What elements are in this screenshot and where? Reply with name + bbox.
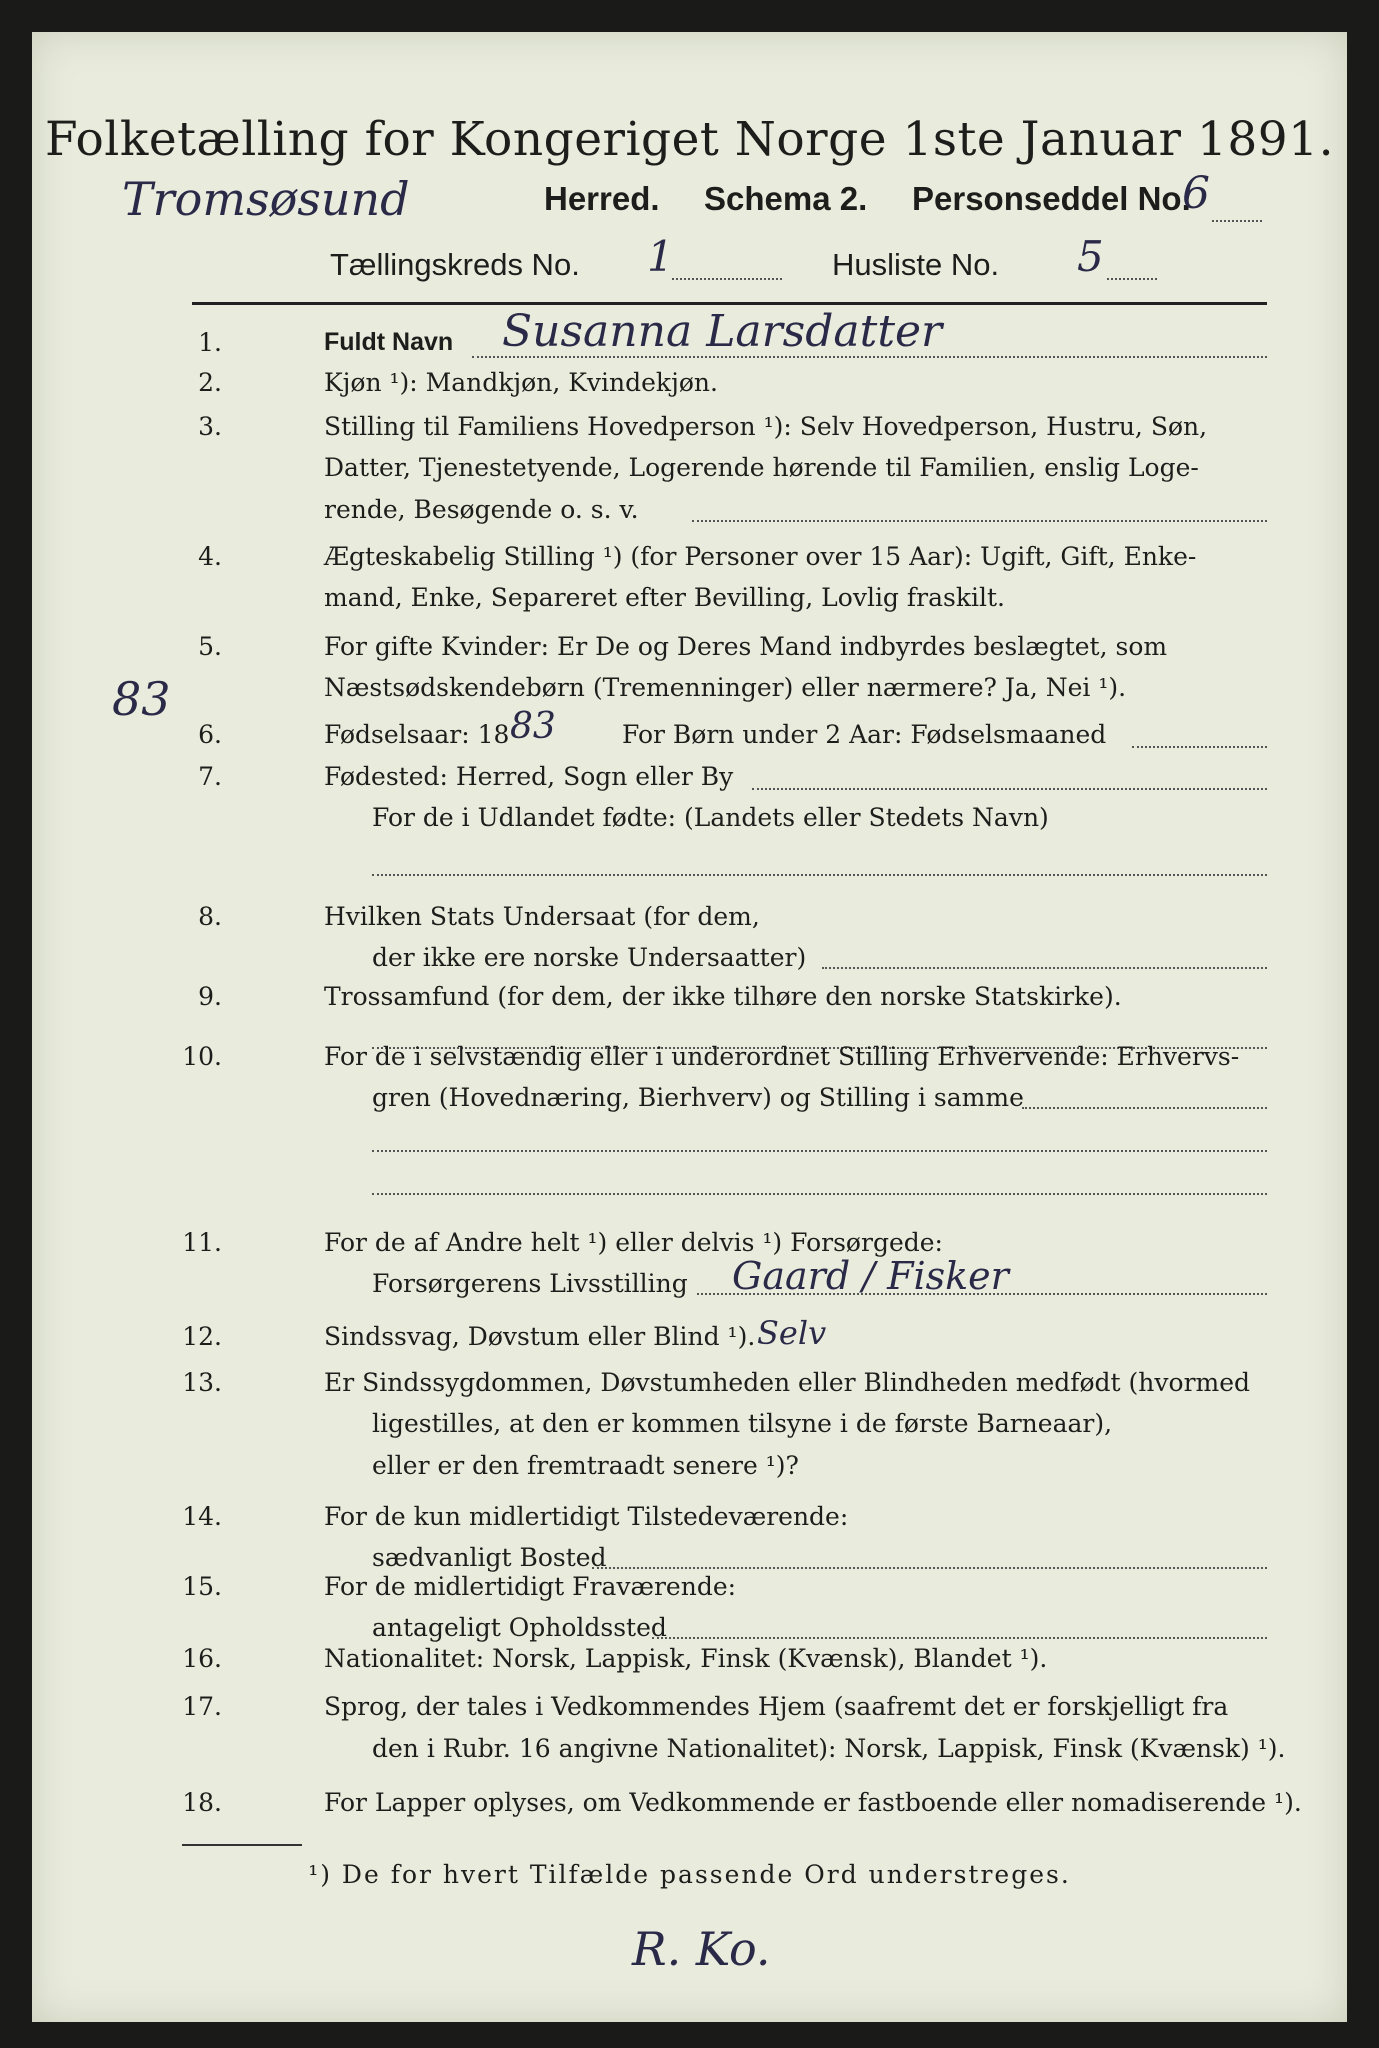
field-text: antageligt Opholdssted <box>372 1613 667 1642</box>
field-number: 6. <box>198 720 222 749</box>
field-text: Hvilken Stats Undersaat (for dem, <box>324 902 760 931</box>
field-number: 12. <box>182 1322 222 1351</box>
kreds-label: Tællingskreds No. <box>330 247 580 282</box>
field-text: Datter, Tjenestetyende, Logerende hørende til Familien, enslig Loge- <box>324 453 1199 482</box>
field-number: 16. <box>182 1644 222 1673</box>
field-number: 1. <box>198 328 222 357</box>
field-number: 18. <box>182 1788 222 1817</box>
form-title: Folketælling for Kongeriget Norge 1ste Januar 1891. <box>44 112 1335 167</box>
field-text: For de i Udlandet fødte: (Landets eller Stedets Navn) <box>372 803 1049 832</box>
field-number: 9. <box>198 982 222 1011</box>
field-number: 13. <box>182 1368 222 1397</box>
field-number: 8. <box>198 902 222 931</box>
field-text: Nationalitet: Norsk, Lappisk, Finsk (Kvænsk), Blandet ¹). <box>324 1644 1048 1673</box>
field-text: gren (Hovednæring, Bierhverv) og Stilling i samme <box>372 1083 1024 1112</box>
husliste-label: Husliste No. <box>832 247 1000 282</box>
field-text: For de midlertidigt Fraværende: <box>324 1572 737 1601</box>
field-number: 3. <box>198 412 222 441</box>
field-number: 11. <box>182 1228 222 1257</box>
final-rows <box>32 32 1347 2022</box>
field-text: ligestilles, at den er kommen tilsyne i de første Barneaar), <box>372 1409 1113 1438</box>
footnote: ¹) De for hvert Tilfælde passende Ord understreges. <box>308 1860 1071 1889</box>
field-label: Fuldt Navn <box>324 328 454 356</box>
field-text: rende, Besøgende o. s. v. <box>324 495 639 524</box>
field-text: Forsørgerens Livsstilling <box>372 1269 688 1298</box>
field-text: Trossamfund (for dem, der ikke tilhøre den norske Statskirke). <box>324 982 1122 1011</box>
herred-label: Herred. <box>544 180 660 217</box>
field-number: 5. <box>198 632 222 661</box>
field-number: 2. <box>198 368 222 397</box>
field-text: mand, Enke, Separeret efter Bevilling, Lovlig fraskilt. <box>324 583 1005 612</box>
field-text: For de kun midlertidigt Tilstedeværende: <box>324 1502 849 1531</box>
field-number: 17. <box>182 1692 222 1721</box>
field-number: 7. <box>198 762 222 791</box>
disability-answer: Selv <box>757 1314 827 1352</box>
field-number: 10. <box>182 1042 222 1071</box>
field-text: Fødselsaar: 18 <box>324 720 510 749</box>
field-text: eller er den fremtraadt senere ¹)? <box>372 1451 799 1480</box>
field-text: Er Sindssygdommen, Døvstumheden eller Blindheden medfødt (hvormed <box>324 1368 1251 1397</box>
supporter-occupation-answer: Gaard / Fisker <box>732 1254 1009 1298</box>
field-text: den i Rubr. 16 angivne Nationalitet): Norsk, Lappisk, Finsk (Kvænsk) ¹). <box>372 1734 1286 1763</box>
field-text: For de i selvstændig eller i underordnet Stilling Erhvervende: Erhvervs- <box>324 1042 1240 1071</box>
field-text: der ikke ere norske Undersaatter) <box>372 943 807 972</box>
field-text: Stilling til Familiens Hovedperson ¹): Selv Hovedperson, Hustru, Søn, <box>324 412 1208 441</box>
personseddel-label: Personseddel No. <box>912 180 1191 217</box>
full-name-answer: Susanna Larsdatter <box>502 306 943 357</box>
field-text: Fødested: Herred, Sogn eller By <box>324 762 734 791</box>
field-text: For Børn under 2 Aar: Fødselsmaaned <box>622 720 1107 749</box>
kreds-number: 1 <box>647 232 674 281</box>
field-text: Ægteskabelig Stilling ¹) (for Personer over 15 Aar): Ugift, Gift, Enke- <box>324 542 1197 571</box>
field-text: Næstsødskendebørn (Tremenninger) eller nærmere? Ja, Nei ¹). <box>324 673 1127 702</box>
field-text: For Lapper oplyses, om Vedkommende er fastboende eller nomadiserende ¹). <box>324 1788 1302 1817</box>
field-text: Sindssvag, Døvstum eller Blind ¹). <box>324 1322 756 1351</box>
field-text: For gifte Kvinder: Er De og Deres Mand indbyrdes beslægtet, som <box>324 632 1168 661</box>
personseddel-number: 6 <box>1182 168 1210 219</box>
schema-label: Schema 2. <box>704 180 868 217</box>
birth-year-answer: 83 <box>510 706 556 747</box>
field-text: Sprog, der tales i Vedkommendes Hjem (saafremt det er forskjelligt fra <box>324 1692 1229 1721</box>
field-text: sædvanligt Bosted <box>372 1543 607 1572</box>
field-number: 14. <box>182 1502 222 1531</box>
field-number: 15. <box>182 1572 222 1601</box>
husliste-number: 5 <box>1077 232 1104 281</box>
field-text: For de af Andre helt ¹) eller delvis ¹) Forsørgede: <box>324 1228 943 1257</box>
field-text: Kjøn ¹): Mandkjøn, Kvindekjøn. <box>324 368 718 397</box>
margin-note: 83 <box>112 672 171 726</box>
field-number: 4. <box>198 542 222 571</box>
signature: R. Ko. <box>632 1922 771 1976</box>
herred-handwritten: Tromsøsund <box>122 172 410 226</box>
